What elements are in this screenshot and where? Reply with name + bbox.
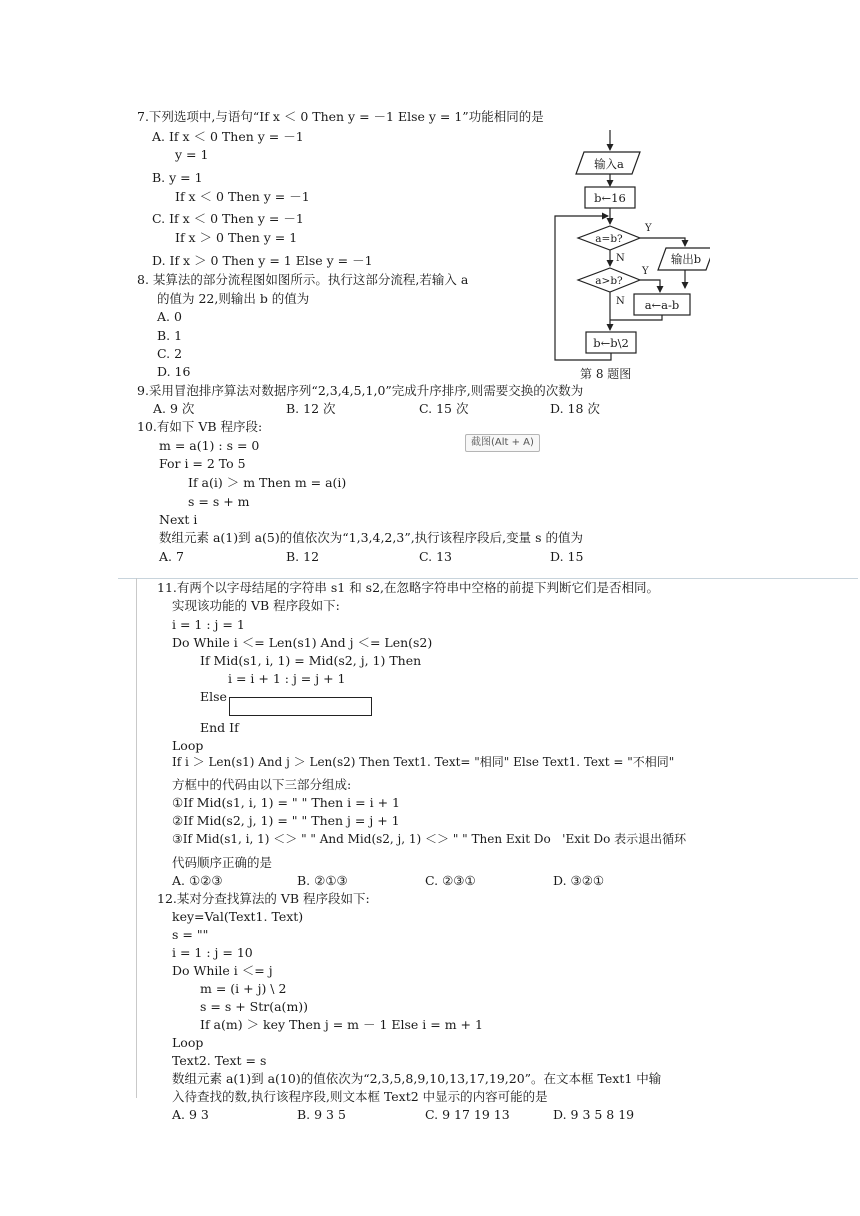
flowchart-decision-2-label: a>b? xyxy=(595,275,623,287)
q11-code-line1: i = 1 : j = 1 xyxy=(172,617,245,632)
q10-code-line4: s = s + m xyxy=(188,494,250,509)
q10-option-b: B. 12 xyxy=(286,549,320,564)
q10-stem: 10.有如下 VB 程序段: xyxy=(137,419,263,434)
q12-code-line8: Loop xyxy=(172,1035,204,1050)
screenshot-tooltip: 截图(Alt + A) xyxy=(465,434,540,452)
q12-condition-line2: 入待查找的数,执行该程序段,则文本框 Text2 中显示的内容可能的是 xyxy=(172,1089,548,1104)
q11-code-line7: Loop xyxy=(172,738,204,753)
q11-option-c: C. ②③① xyxy=(425,873,476,888)
q12-code-line2: s = "" xyxy=(172,927,209,942)
flowchart-yes-2: Y xyxy=(642,266,649,277)
q11-part3: ③If Mid(s1, i, 1) ＜＞ " " And Mid(s2, j, 1) ＜＞ " " Then Exit Do 'Exit Do 表示退出循环 xyxy=(172,832,687,846)
flowchart-decision-1-label: a=b? xyxy=(595,233,623,245)
q12-option-c: C. 9 17 19 13 xyxy=(425,1107,510,1122)
q8-option-b: B. 1 xyxy=(157,328,183,343)
q10-option-a: A. 7 xyxy=(159,549,184,564)
q11-code-line3: If Mid(s1, i, 1) = Mid(s2, j, 1) Then xyxy=(200,653,422,668)
q8-option-a: A. 0 xyxy=(157,309,182,324)
q11-code-line4: i = i + 1 : j = j + 1 xyxy=(228,671,346,686)
q9-stem: 9.采用冒泡排序算法对数据序列“2,3,4,5,1,0”完成升序排序,则需要交换的次数为 xyxy=(137,383,584,398)
q11-stem-line1: 11.有两个以字母结尾的字符串 s1 和 s2,在忽略字符串中空格的前提下判断它们是否相同。 xyxy=(157,580,660,595)
q7-option-c-line1: C. If x ＜ 0 Then y = －1 xyxy=(152,211,304,226)
flowchart-update-label: b←b\2 xyxy=(593,336,629,350)
q10-condition: 数组元素 a(1)到 a(5)的值依次为“1,3,4,2,3”,执行该程序段后,变量 s 的值为 xyxy=(159,530,584,545)
q12-option-a: A. 9 3 xyxy=(172,1107,209,1122)
q12-option-b: B. 9 3 5 xyxy=(297,1107,346,1122)
q10-option-c: C. 13 xyxy=(419,549,452,564)
q11-option-d: D. ③②① xyxy=(553,873,605,888)
q12-code-line9: Text2. Text = s xyxy=(172,1053,267,1068)
q11-option-a: A. ①②③ xyxy=(172,873,223,888)
q12-stem: 12.某对分查找算法的 VB 程序段如下: xyxy=(157,891,370,906)
q12-condition-line1: 数组元素 a(1)到 a(10)的值依次为“2,3,5,8,9,10,13,17,19,20”。在文本框 Text1 中输 xyxy=(172,1071,662,1086)
q9-option-c: C. 15 次 xyxy=(419,401,469,416)
q11-option-b: B. ②①③ xyxy=(297,873,348,888)
q11-code-line5: Else xyxy=(200,689,227,704)
q8-stem-line2: 的值为 22,则输出 b 的值为 xyxy=(157,291,310,306)
q11-code-line6: End If xyxy=(200,720,239,735)
q7-option-d: D. If x ＞ 0 Then y = 1 Else y = －1 xyxy=(152,253,373,268)
q7-option-c-line2: If x ＞ 0 Then y = 1 xyxy=(175,230,298,245)
q11-code-line8: If i ＞ Len(s1) And j ＞ Len(s2) Then Text1. Text= "相同" Else Text1. Text = "不相同" xyxy=(172,755,675,769)
flowchart-no-2: N xyxy=(616,296,625,307)
q12-code-line1: key=Val(Text1. Text) xyxy=(172,909,304,924)
q9-option-d: D. 18 次 xyxy=(550,401,600,416)
q10-code-line3: If a(i) ＞ m Then m = a(i) xyxy=(188,475,347,490)
q12-code-line6: s = s + Str(a(m)) xyxy=(200,999,309,1014)
flowchart-yes-1: Y xyxy=(645,223,652,234)
q9-option-b: B. 12 次 xyxy=(286,401,336,416)
flowchart-input-label: 输入a xyxy=(594,157,624,171)
flowchart-caption: 第 8 题图 xyxy=(580,367,632,381)
flowchart-assign-label: a←a-b xyxy=(644,298,680,312)
q8-option-c: C. 2 xyxy=(157,346,183,361)
flowchart xyxy=(550,128,710,393)
page-left-rule xyxy=(136,578,137,1098)
q11-answer-blank-box xyxy=(229,697,372,716)
q8-stem-line1: 8. 某算法的部分流程图如图所示。执行这部分流程,若输入 a xyxy=(137,272,469,287)
flowchart-no-1: N xyxy=(616,253,625,264)
q11-code-line2: Do While i ＜= Len(s1) And j ＜= Len(s2) xyxy=(172,635,433,650)
q7-option-a-line1: A. If x ＜ 0 Then y = －1 xyxy=(152,129,304,144)
q7-option-a-line2: y = 1 xyxy=(175,147,209,162)
q11-parts-intro: 方框中的代码由以下三部分组成: xyxy=(172,777,352,792)
q7-option-b-line2: If x ＜ 0 Then y = －1 xyxy=(175,189,310,204)
page-seam-line xyxy=(118,578,858,579)
q7-option-b-line1: B. y = 1 xyxy=(152,170,203,185)
q10-code-line1: m = a(1) : s = 0 xyxy=(159,438,260,453)
q9-option-a: A. 9 次 xyxy=(153,401,195,416)
flowchart-output-label: 输出b xyxy=(670,252,702,266)
q11-stem-line2: 实现该功能的 VB 程序段如下: xyxy=(172,598,340,613)
q10-code-line2: For i = 2 To 5 xyxy=(159,456,246,471)
q12-option-d: D. 9 3 5 8 19 xyxy=(553,1107,635,1122)
q10-code-line5: Next i xyxy=(159,512,198,527)
q10-option-d: D. 15 xyxy=(550,549,584,564)
q12-code-line7: If a(m) ＞ key Then j = m － 1 Else i = m + 1 xyxy=(200,1017,483,1032)
q11-part1: ①If Mid(s1, i, 1) = " " Then i = i + 1 xyxy=(172,795,400,810)
flowchart-init-label: b←16 xyxy=(594,191,626,205)
q12-code-line3: i = 1 : j = 10 xyxy=(172,945,253,960)
q11-ask: 代码顺序正确的是 xyxy=(172,855,273,870)
q12-code-line5: m = (i + j) \ 2 xyxy=(200,981,287,996)
q12-code-line4: Do While i ＜= j xyxy=(172,963,273,978)
q7-stem: 7.下列选项中,与语句“If x ＜ 0 Then y = －1 Else y = 1”功能相同的是 xyxy=(137,109,544,124)
q8-option-d: D. 16 xyxy=(157,364,191,379)
q11-part2: ②If Mid(s2, j, 1) = " " Then j = j + 1 xyxy=(172,813,400,828)
